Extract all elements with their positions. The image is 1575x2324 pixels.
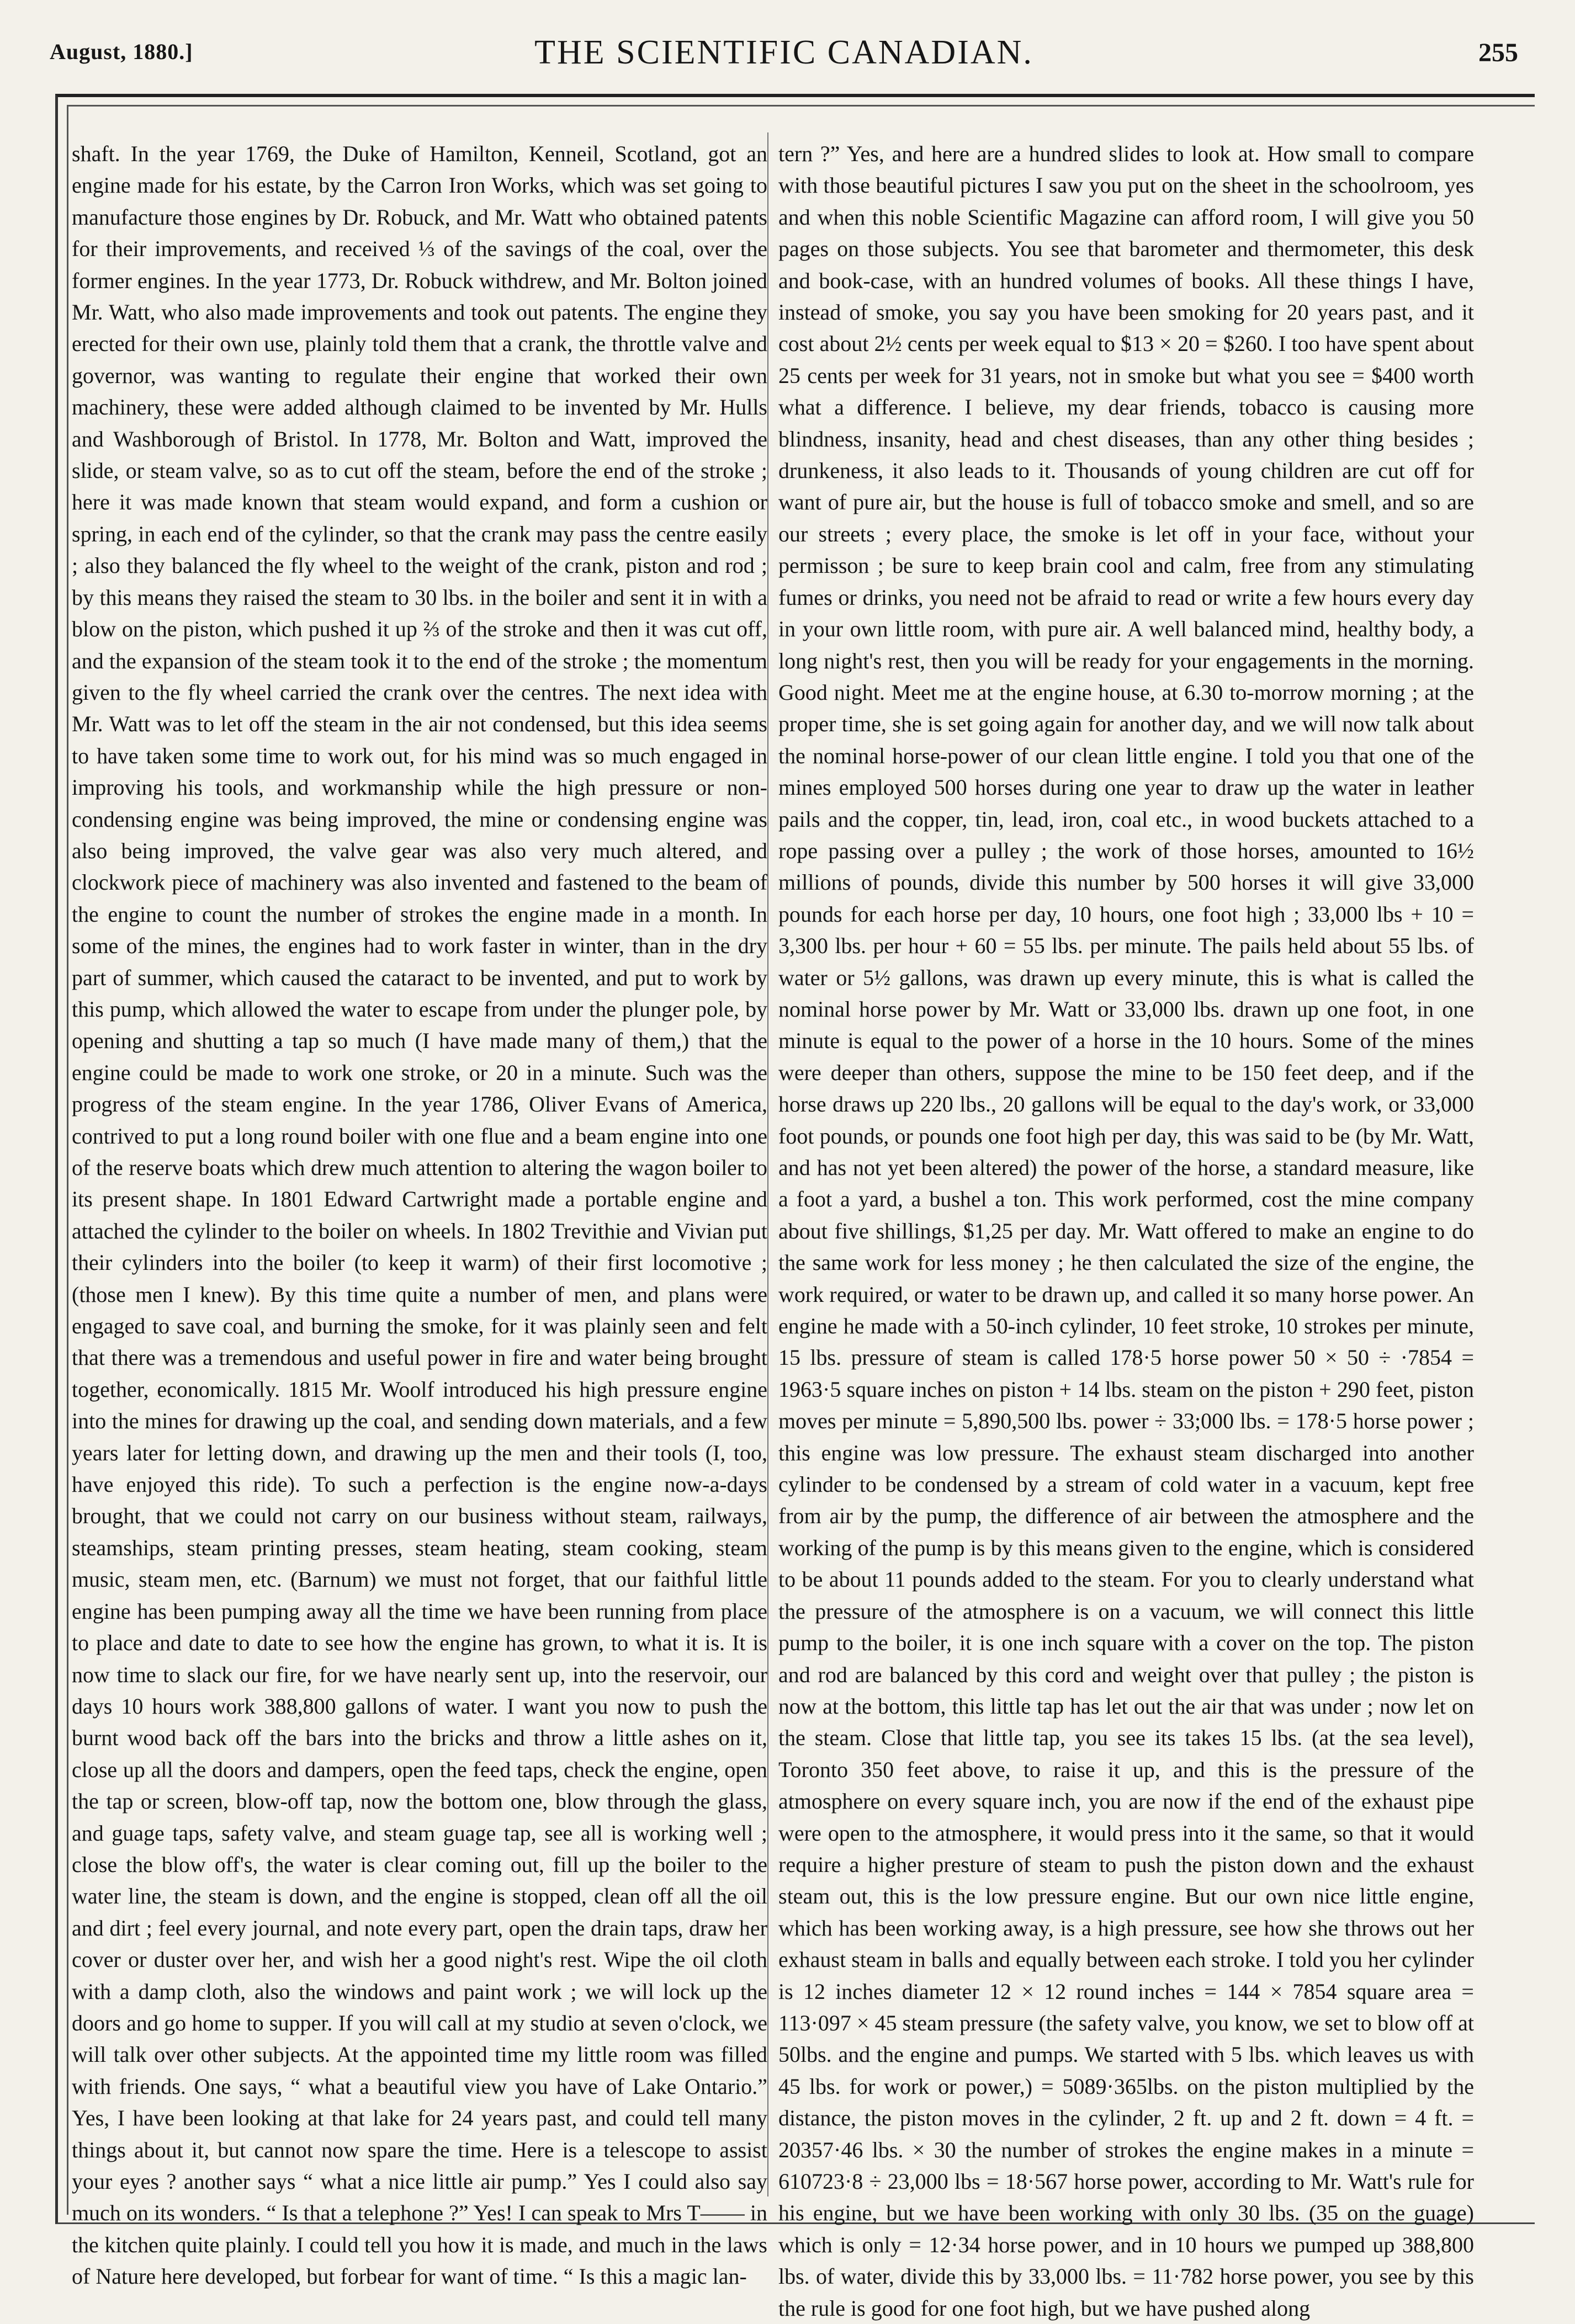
column-divider: [767, 132, 768, 2197]
issue-date: August, 1880.]: [50, 39, 193, 64]
left-column-text: shaft. In the year 1769, the Duke of Hamilton, Kenneil, Scotland, got an engine made for his estate, by the Carron Iron Works, which was set going to manufacture those engines by Dr. Robuck, and Mr. Watt who obtained patents for their improvements, and received ⅓ of the savings of the coal, over the former engines. In the year 1773, Dr. Robuck withdrew, and Mr. Bolton joined Mr. Watt, who also made improvements and took out patents. The engine they erected for their own use, plainly told them that a crank, the throttle valve and governor, was wanting to regulate their engine that worked their own machinery, these were added although claimed to be invented by Mr. Hulls and Washborough of Bristol. In 1778, Mr. Bolton and Watt, improved the slide, or steam valve, so as to cut off the steam, before the end of the stroke ; here it was made known that steam would expand, and form a cushion or spring, in each end of the cylinder, so that the crank may pass the centre easily ; also they balanced the fly wheel to the weight of the crank, piston and rod ; by this means they raised the steam to 30 lbs. in the boiler and sent it in with a blow on the piston, which pushed it up ⅔ of the stroke and then it was cut off, and the expansion of the steam took it to the end of the stroke ; the momentum given to the fly wheel carried the crank over the centres. The next idea with Mr. Watt was to let off the steam in the air not condensed, but this idea seems to have taken some time to work out, for his mind was so much engaged in improving his tools, and workmanship while the high pressure or non-condensing engine was being improved, the mine or condensing engine was also being improved, the valve gear was also very much altered, and clockwork piece of machinery was also invented and fastened to the beam of the engine to count the number of strokes the engine made in a month. In some of the mines, the engines had to work faster in winter, than in the dry part of summer, which caused the cataract to be invented, and put to work by this pump, which allowed the water to escape from under the plunger pole, by opening and shutting a tap so much (I have made many of them,) that the engine could be made to work one stroke, or 20 in a minute. Such was the progress of the steam engine. In the year 1786, Oliver Evans of America, contrived to put a long round boiler with one flue and a beam engine into one of the reserve boats which drew much attention to altering the wagon boiler to its present shape. In 1801 Edward Cartwright made a portable engine and attached the cylinder to the boiler on wheels. In 1802 Trevithie and Vivian put their cylinders into the boiler (to keep it warm) of their first locomotive ; (those men I knew). By this time quite a number of men, and plans were engaged to save coal, and burning the smoke, for it was plainly seen and felt that there was a tremendous and useful power in fire and water being brought together, economically. 1815 Mr. Woolf introduced his high pressure engine into the mines for drawing up the coal, and sending down materials, and a few years later for letting down, and drawing up the men and their tools (I, too, have enjoyed this ride). To such a perfection is the engine now-a-days brought, that we could not carry on our business without steam, railways, steamships, steam printing presses, steam heating, steam cooking, steam music, steam men, etc. (Barnum) we must not forget, that our faithful little engine has been pumping away all the time we have been running from place to place and date to date to see how the engine has grown, to what it is. It is now time to slack our fire, for we have nearly sent up, into the reservoir, our days 10 hours work 388,800 gallons of water. I want you now to push the burnt wood back off the bars into the bricks and throw a little ashes on it, close up all the doors and dampers, open the feed taps, check the engine, open the tap or screen, blow-off tap, now the bottom one, blow through the glass, and guage taps, safety valve, and steam guage tap, see all is working well ; close the blow off's, the water is clear coming out, fill up the boiler to the water line, the steam is down, and the engine is stopped, clean off all the oil and dirt ; feel every journal, and note every part, open the drain taps, draw her cover or duster over her, and wish her a good night's rest. Wipe the oil cloth with a damp cloth, also the windows and paint work ; we will lock up the doors and go home to supper. If you will call at my studio at seven o'clock, we will talk over other subjects. At the appointed time my little room was filled with friends. One says, “ what a beautiful view you have of Lake Ontario.” Yes, I have been looking at that lake for 24 years past, and could tell many things about it, but cannot now spare the time. Here is a telescope to assist your eyes ? another says “ what a nice little air pump.” Yes I could also say much on its wonders. “ Is that a telephone ?” Yes! I can speak to Mrs T—— in the kitchen quite plainly. I could tell you how it is made, and much in the laws of Nature here developed, but forbear for want of time. “ Is this a magic lan-: [72, 141, 767, 2289]
page-header: [50, 33, 1518, 94]
publication-title: THE SCIENTIFIC CANADIAN.: [534, 34, 1033, 71]
right-column: [778, 138, 1474, 2321]
left-column: [72, 138, 767, 2289]
right-column-text: tern ?” Yes, and here are a hundred slides to look at. How small to compare with those beautiful pictures I saw you put on the sheet in the schoolroom, yes and when this noble Scientific Magazine can afford room, I will give you 50 pages on those subjects. You see that barometer and thermometer, this desk and book-case, with an hundred volumes of books. All these things I have, instead of smoke, you say you have been smoking for 20 years past, and it cost about 2½ cents per week equal to $13 × 20 = $260. I too have spent about 25 cents per week for 31 years, not in smoke but what you see = $400 worth what a difference. I believe, my dear friends, tobacco is causing more blindness, insanity, head and chest diseases, than any other thing besides ; drunkeness, it also leads to it. Thousands of young children are cut off for want of pure air, but the house is full of tobacco smoke and smell, and so are our streets ; every place, the smoke is let off in your face, without your permisson ; be sure to keep brain cool and calm, free from any stimulating fumes or drinks, you need not be afraid to read or write a few hours every day in your own little room, with pure air. A well balanced mind, healthy body, a long night's rest, then you will be ready for your engagements in the morning. Good night. Meet me at the engine house, at 6.30 to-morrow morning ; at the proper time, she is set going again for another day, and we will now talk about the nominal horse-power of our clean little engine. I told you that one of the mines employed 500 horses during one year to draw up the water in leather pails and the copper, tin, lead, iron, coal etc., in wood buckets attached to a rope passing over a pulley ; the work of those horses, amounted to 16½ millions of pounds, divide this number by 500 horses it will give 33,000 pounds for each horse per day, 10 hours, one foot high ; 33,000 lbs + 10 = 3,300 lbs. per hour + 60 = 55 lbs. per minute. The pails held about 55 lbs. of water or 5½ gallons, was drawn up every minute, this is what is called the nominal horse power by Mr. Watt or 33,000 lbs. drawn up one foot, in one minute is equal to the power of a horse in the 10 hours. Some of the mines were deeper than others, suppose the mine to be 150 feet deep, and if the horse draws up 220 lbs., 20 gallons will be equal to the day's work, or 33,000 foot pounds, or pounds one foot high per day, this was said to be (by Mr. Watt, and has not yet been altered) the power of the horse, a standard measure, like a foot a yard, a bushel a ton. This work performed, cost the mine company about five shillings, $1,25 per day. Mr. Watt offered to make an engine to do the same work for less money ; he then calculated the size of the engine, the work required, or water to be drawn up, and called it so many horse power. An engine he made with a 50-inch cylinder, 10 feet stroke, 10 strokes per minute, 15 lbs. pressure of steam is called 178·5 horse power 50 × 50 ÷ ·7854 = 1963·5 square inches on piston + 14 lbs. steam on the piston + 290 feet, piston moves per minute = 5,890,500 lbs. power ÷ 33;000 lbs. = 178·5 horse power ; this engine was low pressure. The exhaust steam discharged into another cylinder to be condensed by a stream of cold water in a vacuum, kept free from air by the pump, the difference of air between the atmosphere and the working of the pump is by this means given to the engine, which is considered to be about 11 pounds added to the steam. For you to clearly understand what the pressure of the atmosphere is on a vacuum, we will connect this little pump to the boiler, it is one inch square with a cover on the top. The piston and rod are balanced by this cord and weight over that pulley ; the piston is now at the bottom, this little tap has let out the air that was under ; now let on the steam. Close that little tap, you see its takes 15 lbs. (at the sea level), Toronto 350 feet above, to raise it up, and this is the pressure of the atmosphere on every square inch, you are now if the end of the exhaust pipe were open to the atmosphere, it would press into it the same, so that it would require a higher presture of steam to push the piston down and the exhaust steam out, this is the low pressure engine. But our own nice little engine, which has been working away, is a high pressure, see how she throws out her exhaust steam in balls and equally between each stroke. I told you her cylinder is 12 inches diameter 12 × 12 round inches = 144 × 7854 square area = 113·097 × 45 steam pressure (the safety valve, you know, we set to blow off at 50lbs. and the engine and pumps. We started with 5 lbs. which leaves us with 45 lbs. for work or power,) = 5089·365lbs. on the piston multiplied by the distance, the piston moves in the cylinder, 2 ft. up and 2 ft. down = 4 ft. = 20357·46 lbs. × 30 the number of strokes the engine makes in a minute = 610723·8 ÷ 23,000 lbs = 18·567 horse power, according to Mr. Watt's rule for his engine, but we have been working with only 30 lbs. (35 on the guage) which is only = 12·34 horse power, and in 10 hours we pumped up 388,800 lbs. of water, divide this by 33,000 lbs. = 11·782 horse power, you see by this the rule is good for one foot high, but we have pushed along: [778, 141, 1474, 2321]
page-number: 255: [1478, 38, 1518, 67]
